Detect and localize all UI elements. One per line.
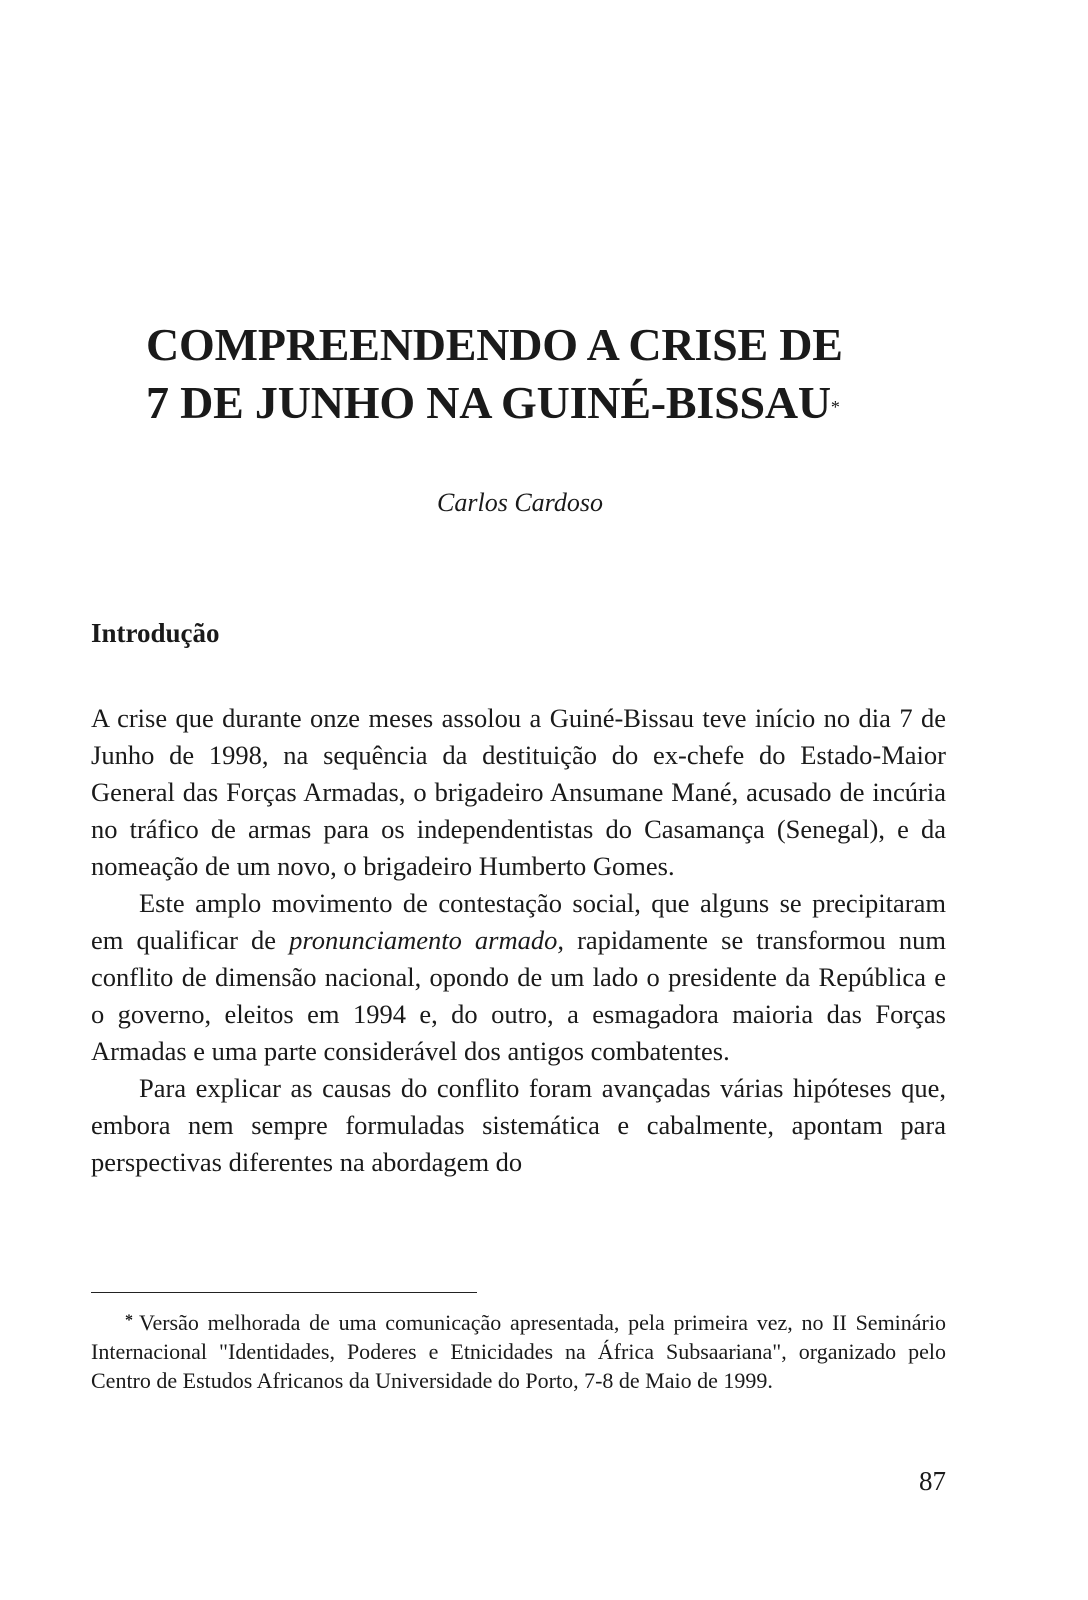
footnote-marker: * bbox=[125, 1312, 133, 1329]
paragraph-1: A crise que durante onze meses assolou a Guiné-Bissau teve início no dia 7 de Junho de 1998, na sequência da destituição do ex-chefe do Estado-Maior General das Forças Armadas, o brigadeiro Ansumane Mané, acusado de incúria no tráfico de armas para os independentistas do Casamança (Senegal), e da nomeação de um novo, o brigadeiro Humberto Gomes. bbox=[91, 703, 946, 881]
page-number: 87 bbox=[919, 1466, 946, 1496]
title-line-1: COMPREENDENDO A CRISE DE bbox=[146, 319, 843, 370]
author-name bbox=[0, 488, 1040, 518]
paragraph-3: Para explicar as causas do conflito foram avançadas várias hipóteses que, embora nem sempre formuladas sistemática e cabalmente, apontam para perspectivas diferentes na abordagem do bbox=[91, 1073, 946, 1177]
title-footnote-marker: * bbox=[830, 397, 840, 417]
title-line-2 bbox=[146, 374, 946, 432]
section-heading: Introdução bbox=[91, 618, 220, 648]
title-line-2-text: 7 DE JUNHO NA GUINÉ-BISSAU bbox=[146, 377, 831, 428]
footnote bbox=[91, 1308, 946, 1395]
body-text bbox=[91, 700, 946, 1181]
footnote-text: Versão melhorada de uma comunicação apresentada, pela primeira vez, no II Seminário Internacional "Identidades, Poderes e Etnicidades na África Subsaariana", organizado pelo Centro de Estudos Africanos da Universidade do Porto, 7-8 de Maio de 1999. bbox=[91, 1310, 946, 1393]
footnote-divider bbox=[91, 1292, 477, 1293]
author-text: Carlos Cardoso bbox=[437, 488, 603, 517]
paragraph-2-end: rapidamente se transformou num conflito de dimensão nacional, opondo de um lado o presidente da República e o governo, eleitos em 1994 e, do outro, a esmagadora maioria das Forças Armadas e uma parte considerável dos antigos combatentes. bbox=[91, 925, 946, 1066]
article-title bbox=[146, 316, 946, 432]
paragraph-2 bbox=[91, 885, 946, 1070]
paragraph-2-emphasis: pronunciamento armado, bbox=[289, 925, 565, 955]
paragraph-2-start: Este amplo movimento de contestação social, que alguns se precipitaram em qualificar de bbox=[91, 888, 946, 955]
